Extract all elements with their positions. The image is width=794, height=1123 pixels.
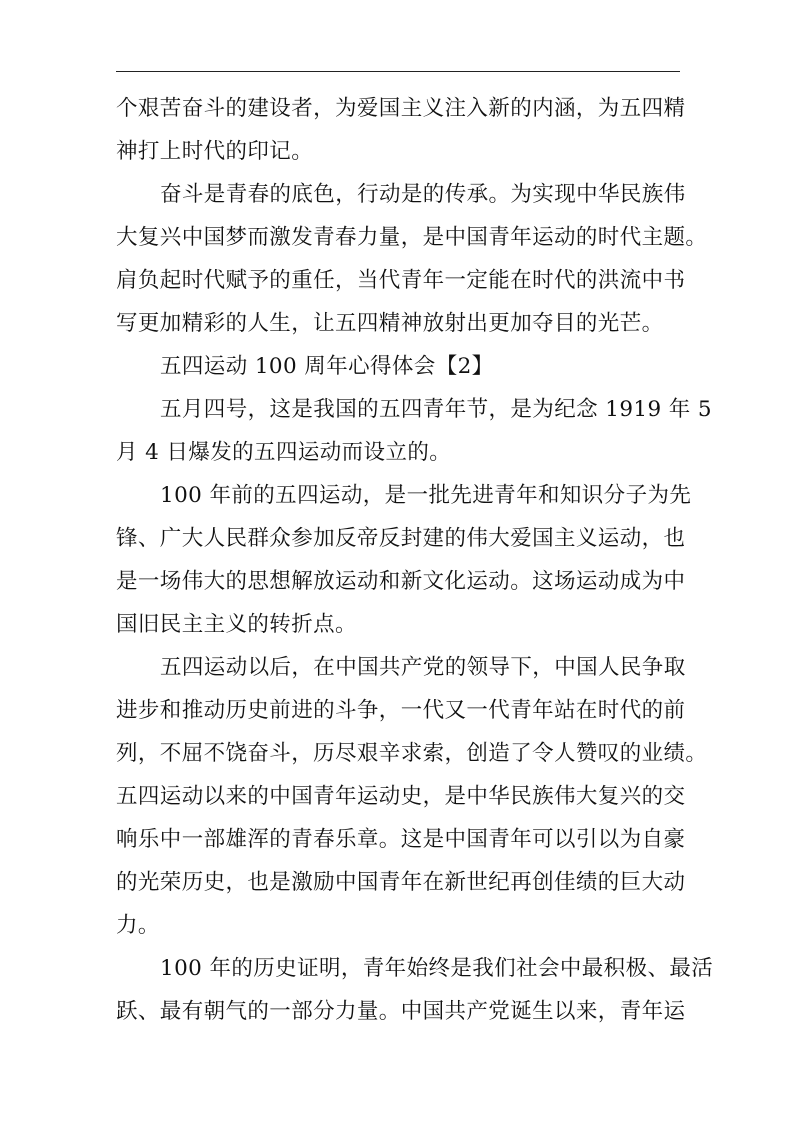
text-line: 锋、广大人民群众参加反帝反封建的伟大爱国主义运动，也	[116, 526, 686, 551]
section-heading: 五四运动 100 周年心得体会【2】	[160, 354, 494, 379]
text-line: 跃、最有朝气的一部分力量。中国共产党诞生以来，青年运	[116, 999, 686, 1024]
text-line: 肩负起时代赋予的重任，当代青年一定能在时代的洪流中书	[116, 268, 686, 293]
text-line: 五月四号，这是我国的五四青年节，是为纪念 1919 年 5	[160, 397, 712, 422]
text-line: 100 年的历史证明，青年始终是我们社会中最积极、最活	[160, 956, 714, 981]
text-line: 五四运动以来的中国青年运动史，是中华民族伟大复兴的交	[116, 784, 686, 809]
text-line: 个艰苦奋斗的建设者，为爱国主义注入新的内涵，为五四精	[116, 96, 686, 121]
text-line: 月 4 日爆发的五四运动而设立的。	[116, 440, 452, 465]
text-line: 国旧民主主义的转折点。	[116, 612, 357, 637]
text-line: 五四运动以后，在中国共产党的领导下，中国人民争取	[160, 655, 686, 680]
text-line: 100 年前的五四运动，是一批先进青年和知识分子为先	[160, 483, 692, 508]
text-line: 力。	[116, 913, 160, 938]
text-line: 列，不屈不饶奋斗，历尽艰辛求索，创造了令人赞叹的业绩。	[116, 741, 708, 766]
text-line: 大复兴中国梦而激发青春力量，是中国青年运动的时代主题。	[116, 225, 708, 250]
text-line: 写更加精彩的人生，让五四精神放射出更加夺目的光芒。	[116, 311, 664, 336]
text-line: 的光荣历史，也是激励中国青年在新世纪再创佳绩的巨大动	[116, 870, 686, 895]
text-line: 奋斗是青春的底色，行动是的传承。为实现中华民族伟	[160, 182, 686, 207]
text-line: 进步和推动历史前进的斗争，一代又一代青年站在时代的前	[116, 698, 686, 723]
text-line: 响乐中一部雄浑的青春乐章。这是中国青年可以引以为自豪	[116, 827, 686, 852]
header-rule	[116, 71, 680, 72]
text-line: 神打上时代的印记。	[116, 139, 314, 164]
text-line: 是一场伟大的思想解放运动和新文化运动。这场运动成为中	[116, 569, 686, 594]
